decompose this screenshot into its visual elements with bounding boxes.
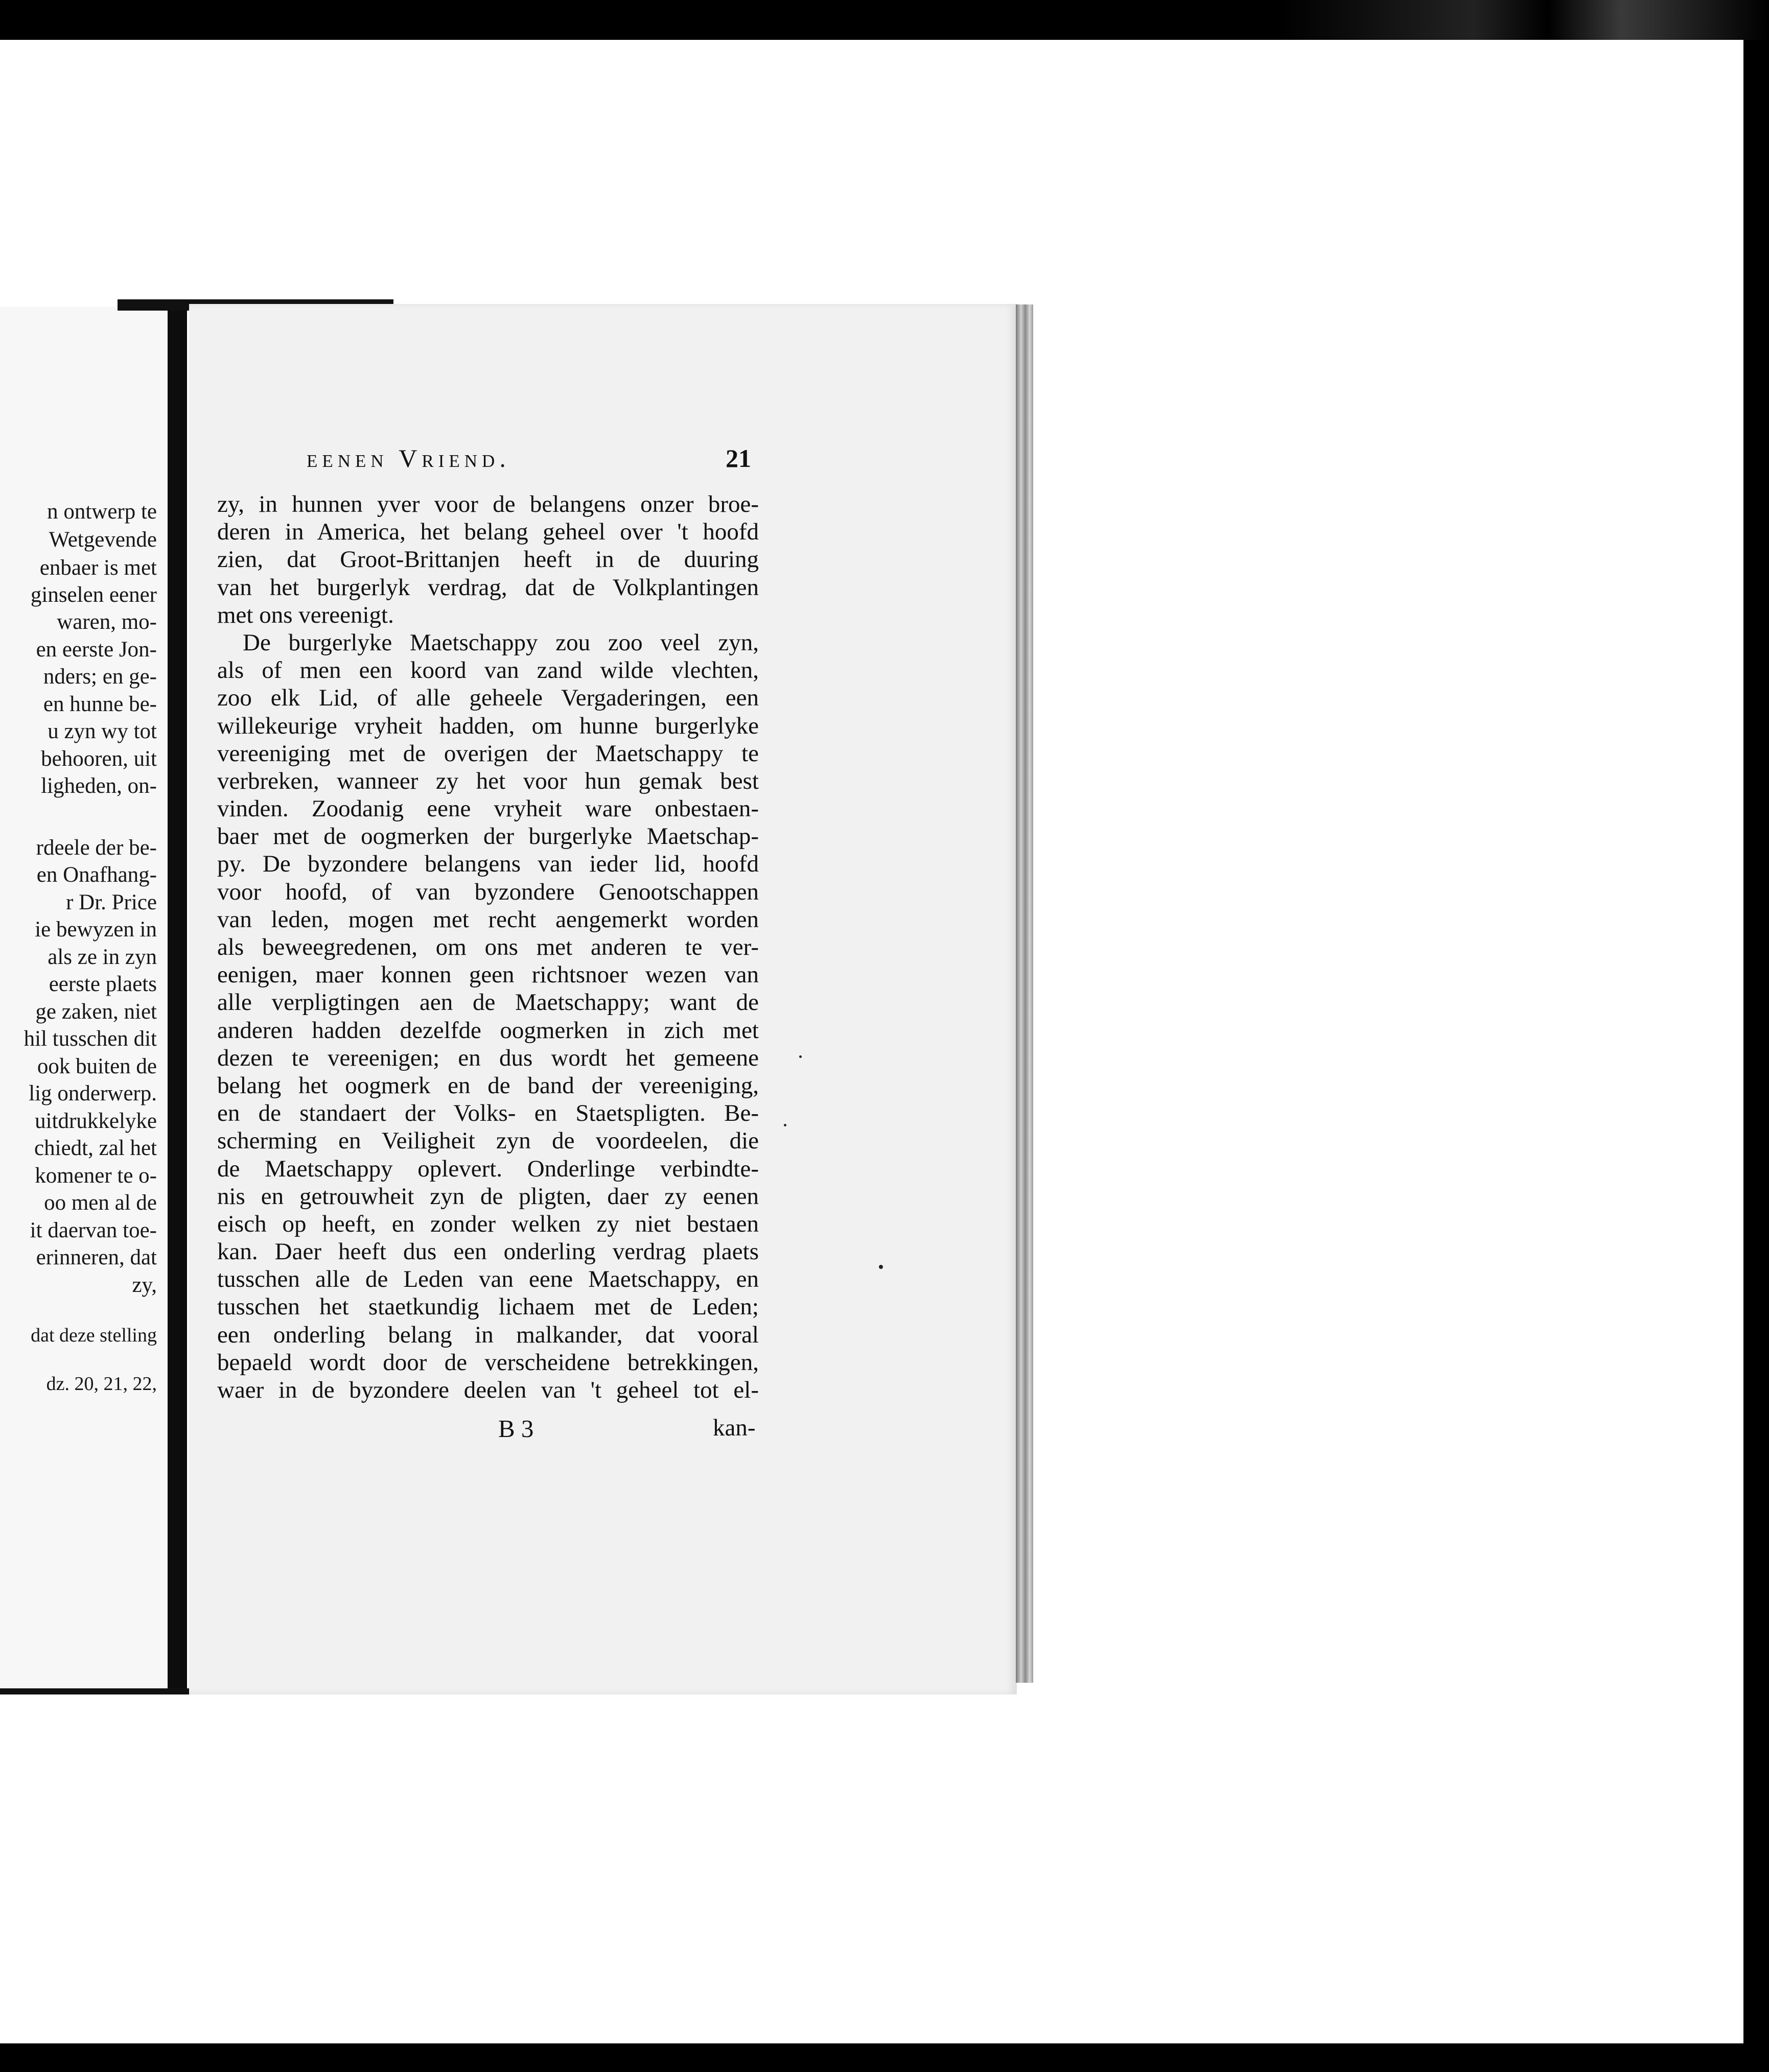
text-line: met ons vereenigt. (217, 601, 394, 628)
catchword: kan- (713, 1415, 756, 1441)
text-line: kan. Daer heeft dus een onderling verdrag plaets (217, 1238, 759, 1265)
text-line: van het burgerlyk verdrag, dat de Volkplantingen (217, 574, 759, 601)
text-line: voor hoofd, of van byzondere Genootschappen (217, 878, 759, 905)
text-line: bepaeld wordt door de verscheidene betrekkingen, (217, 1349, 759, 1376)
text-line: alle verpligtingen aen de Maetschappy; want de (217, 989, 759, 1016)
text-line: vinden. Zoodanig eene vryheit ware onbestaen- (217, 795, 759, 822)
signature-mark: B 3 (498, 1415, 534, 1443)
left-text-line: rdeele der be- (36, 836, 157, 860)
left-text-line: u zyn wy tot (48, 719, 157, 743)
ink-speck (799, 1055, 802, 1058)
text-line: zoo elk Lid, of alle geheele Vergaderingen, een (217, 685, 759, 712)
text-line: verbreken, wanneer zy het voor hun gemak best (217, 767, 759, 794)
text-line: een onderling belang in malkander, dat vooral (217, 1321, 759, 1348)
text-line: py. De byzondere belangens van ieder lid, hoofd (217, 851, 759, 878)
text-line: tusschen alle de Leden van eene Maetschappy, en (217, 1266, 759, 1293)
text-line: en de standaert der Volks- en Staetspligten. Be- (217, 1100, 759, 1127)
text-line: willekeurige vryheit hadden, om hunne burgerlyke (217, 712, 759, 739)
left-text-line: als ze in zyn (48, 945, 157, 969)
left-text-line: enbaer is met (39, 556, 157, 580)
text-line: waer in de byzondere deelen van 't geheel tot el- (217, 1377, 759, 1403)
left-text-line: r Dr. Price (66, 890, 157, 914)
left-text-line: komener te o- (35, 1164, 157, 1188)
left-text-line: chiedt, zal het (34, 1136, 157, 1160)
running-title: eenen Vriend. (307, 444, 510, 473)
text-line: de Maetschappy oplevert. Onderlinge verbindte- (217, 1155, 759, 1182)
page-number: 21 (726, 444, 751, 473)
ink-speck (879, 1265, 883, 1269)
left-text-line: dat deze stelling (31, 1325, 157, 1346)
left-text-line: waren, mo- (57, 610, 157, 634)
text-line: als beweegredenen, om ons met anderen te ver- (217, 934, 759, 960)
ink-speck (784, 1124, 786, 1126)
left-text-line: en Onafhang- (36, 863, 157, 887)
scan-border-noise (1277, 0, 1769, 40)
text-line: van leden, mogen met recht aengemerkt worden (217, 906, 759, 933)
left-text-line: en eerste Jon- (36, 638, 157, 662)
text-line: eisch op heeft, en zonder welken zy niet bestaen (217, 1210, 759, 1237)
left-text-line: n ontwerp te (47, 500, 157, 524)
text-line: deren in America, het belang geheel over 't hoofd (217, 519, 759, 546)
left-text-line: Wetgevende (49, 528, 157, 552)
left-text-line: eerste plaets (49, 972, 157, 996)
text-line: zien, dat Groot-Brittanjen heeft in de duuring (217, 546, 759, 573)
left-text-line: en hunne be- (43, 692, 157, 716)
left-text-line: behooren, uit (41, 747, 157, 771)
left-text-line: ligheden, on- (41, 774, 157, 798)
text-line: vereeniging met de overigen der Maetschappy te (217, 740, 759, 767)
left-text-line: nders; en ge- (43, 665, 157, 689)
left-text-line: it daervan toe- (30, 1218, 157, 1242)
body-text (217, 490, 759, 1404)
text-line: tusschen het staetkundig lichaem met de Leden; (217, 1293, 759, 1321)
left-text-line: ginselen eener (30, 583, 157, 607)
text-line: dezen te vereenigen; en dus wordt het gemeene (217, 1044, 759, 1071)
left-text-line: hil tusschen dit (24, 1027, 157, 1051)
left-page (0, 307, 187, 1693)
page-edge-stack (1016, 304, 1033, 1683)
running-head (307, 443, 766, 474)
left-text-line: ge zaken, niet (35, 1000, 157, 1024)
left-text-line: lig onderwerp. (29, 1081, 157, 1105)
text-line: als of men een koord van zand wilde vlechten, (217, 657, 759, 684)
left-text-line: erinneren, dat (36, 1245, 157, 1269)
text-line: scherming en Veiligheit zyn de voordeelen, die (217, 1127, 759, 1155)
left-text-line: zy, (132, 1273, 157, 1297)
text-line: anderen hadden dezelfde oogmerken in zich met (217, 1017, 759, 1044)
left-text-line: dz. 20, 21, 22, (46, 1373, 157, 1395)
text-line: baer met de oogmerken der burgerlyke Maetschap- (217, 823, 759, 850)
text-line: zy, in hunnen yver voor de belangens onzer broe- (217, 491, 759, 517)
left-text-line: ook buiten de (37, 1054, 157, 1078)
text-line: eenigen, maer konnen geen richtsnoer wezen van (217, 961, 759, 988)
left-text-line: uitdrukkelyke (35, 1109, 157, 1133)
book-gutter (168, 304, 187, 1693)
text-line: nis en getrouwheit zyn de pligten, daer zy eenen (217, 1183, 759, 1210)
left-text-line: ie bewyzen in (35, 917, 157, 941)
left-text-line: oo men al de (44, 1191, 157, 1215)
text-line: De burgerlyke Maetschappy zou zoo veel zyn, (243, 629, 759, 656)
text-line: belang het oogmerk en de band der vereeniging, (217, 1072, 759, 1099)
